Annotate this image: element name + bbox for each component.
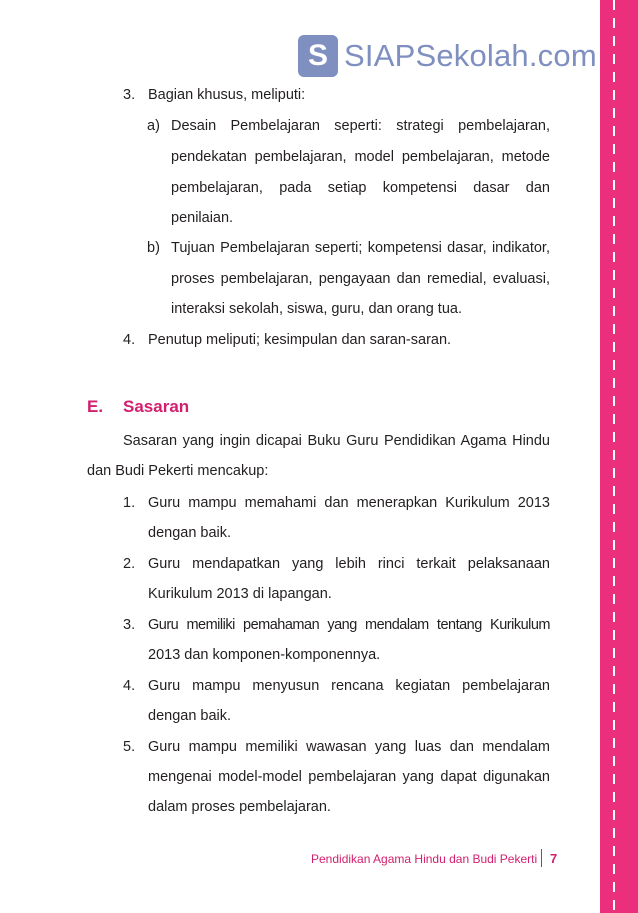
list-line: dengan baik. [148,708,232,724]
section-title: Sasaran [123,397,190,416]
list-line: mengenai model-model pembelajaran yang dapat digunakan [148,769,550,785]
subitem-line: proses pembelajaran, pengayaan dan remedial, evaluasi, [171,271,550,287]
footer-book-title: Pendidikan Agama Hindu dan Budi Pekerti [311,852,538,866]
subitem-label: a) [147,118,160,134]
subitem-line: Desain Pembelajaran seperti: strategi pembelajaran, [171,118,550,134]
list-number: 1. [123,495,136,511]
list-number: 2. [123,556,136,572]
section-number: E. [87,397,104,416]
stripe-dashes [613,0,615,913]
list-line: Guru mampu memiliki wawasan yang luas dan mendalam [148,739,550,755]
subitem-label: b) [147,240,160,256]
subitem-line: Tujuan Pembelajaran seperti; kompetensi dasar, indikator, [171,240,550,256]
paragraph-line: dan Budi Pekerti mencakup: [87,463,269,479]
logo-text: SIAPSekolah.com [344,38,597,73]
list-line: Guru memiliki pemahaman yang mendalam tentang Kurikulum [148,617,550,633]
paragraph-line: Sasaran yang ingin dicapai Buku Guru Pendidikan Agama Hindu [123,433,550,449]
list-line: Guru mampu memahami dan menerapkan Kurikulum 2013 [148,495,550,511]
item-text: Bagian khusus, meliputi: [148,87,306,103]
subitem-line: interaksi sekolah, siswa, guru, dan orang tua. [171,301,462,317]
logo-badge-icon: S [298,35,338,77]
footer-divider [541,849,542,867]
list-number: 5. [123,739,136,755]
subitem-line: pembelajaran, pada setiap kompetensi dasar dan [171,180,550,196]
list-line: dalam proses pembelajaran. [148,799,331,815]
watermark-logo [298,30,597,82]
side-stripe [600,0,638,913]
list-line: Kurikulum 2013 di lapangan. [148,586,332,602]
list-line: dengan baik. [148,525,232,541]
page-number: 7 [550,851,558,866]
item-number: 4. [123,332,136,348]
list-line: 2013 dan komponen-komponennya. [148,647,381,663]
list-line: Guru mampu menyusun rencana kegiatan pembelajaran [148,678,550,694]
list-number: 3. [123,617,136,633]
list-number: 4. [123,678,136,694]
item-text: Penutup meliputi; kesimpulan dan saran-saran. [148,332,452,348]
item-number: 3. [123,87,136,103]
subitem-line: pendekatan pembelajaran, model pembelajaran, metode [171,149,550,165]
subitem-line: penilaian. [171,210,234,226]
list-line: Guru mendapatkan yang lebih rinci terkait pelaksanaan [148,556,550,572]
